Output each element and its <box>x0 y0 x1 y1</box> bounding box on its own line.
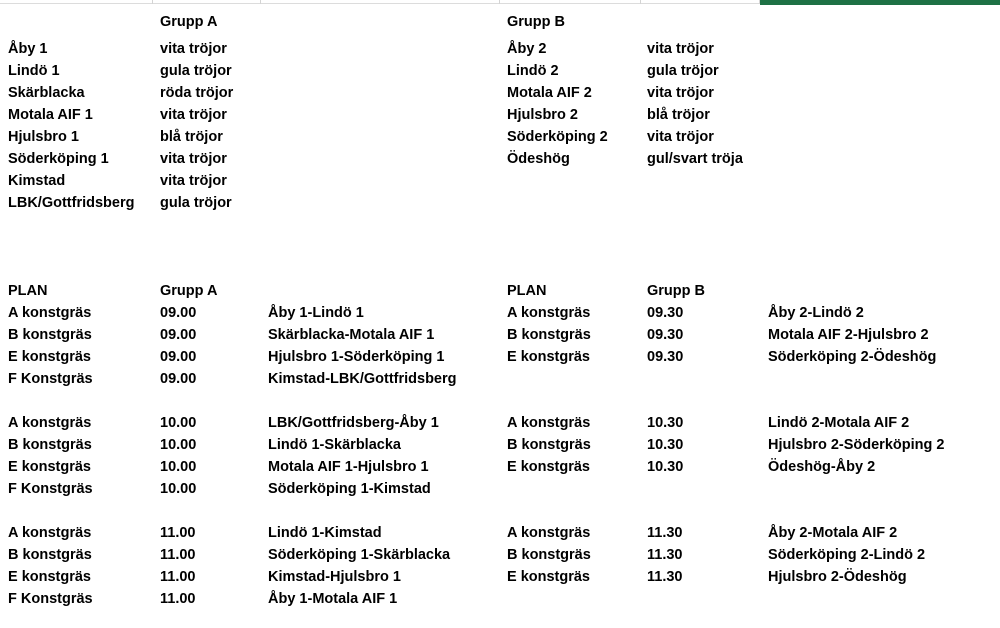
group-a-team-cell[interactable]: Motala AIF 1 <box>8 107 93 123</box>
group-b-team-cell[interactable]: Ödeshög <box>507 151 570 167</box>
plan-a-match-cell[interactable]: Lindö 1-Kimstad <box>268 525 382 541</box>
plan-a-field-cell[interactable]: B konstgräs <box>8 437 92 453</box>
group-a-team-cell[interactable]: Söderköping 1 <box>8 151 109 167</box>
plan-a-field-cell[interactable]: A konstgräs <box>8 525 92 541</box>
plan-a-heading-cell[interactable]: Grupp A <box>160 283 218 299</box>
plan-b-match-cell[interactable]: Ödeshög-Åby 2 <box>768 459 876 475</box>
plan-b-time-cell[interactable]: 09.30 <box>647 305 684 321</box>
plan-a-field-cell[interactable]: E konstgräs <box>8 459 91 475</box>
group-a-team-cell[interactable]: Hjulsbro 1 <box>8 129 79 145</box>
plan-a-field-cell[interactable]: B konstgräs <box>8 327 92 343</box>
group-a-team-cell[interactable]: LBK/Gottfridsberg <box>8 195 135 211</box>
plan-b-field-cell[interactable]: E konstgräs <box>507 349 590 365</box>
selected-column-indicator <box>760 0 1000 5</box>
plan-a-match-cell[interactable]: Söderköping 1-Kimstad <box>268 481 431 497</box>
group-a-team-cell[interactable]: Kimstad <box>8 173 66 189</box>
plan-b-match-cell[interactable]: Söderköping 2-Lindö 2 <box>768 547 926 563</box>
column-divider <box>640 0 641 4</box>
plan-a-match-cell[interactable]: Åby 1-Motala AIF 1 <box>268 591 398 607</box>
group-b-team-cell[interactable]: Motala AIF 2 <box>507 85 592 101</box>
plan-a-time-cell[interactable]: 11.00 <box>160 569 196 585</box>
plan-a-match-cell[interactable]: Kimstad-Hjulsbro 1 <box>268 569 401 585</box>
group-b-team-cell[interactable]: Hjulsbro 2 <box>507 107 578 123</box>
plan-b-field-cell[interactable]: A konstgräs <box>507 305 591 321</box>
group-a-heading-cell[interactable]: Grupp A <box>160 13 218 30</box>
group-b-heading-cell[interactable]: Grupp B <box>507 13 565 30</box>
plan-b-field-cell[interactable]: A konstgräs <box>507 415 591 431</box>
plan-b-time-cell[interactable]: 09.30 <box>647 349 684 365</box>
plan-a-time-cell[interactable]: 09.00 <box>160 349 197 365</box>
group-b-kit-cell[interactable]: gul/svart tröja <box>647 151 743 167</box>
plan-b-match-cell[interactable]: Hjulsbro 2-Söderköping 2 <box>768 437 945 453</box>
group-b-kit-cell[interactable]: gula tröjor <box>647 63 719 79</box>
plan-b-label-cell[interactable]: PLAN <box>507 283 547 299</box>
plan-b-field-cell[interactable]: A konstgräs <box>507 525 591 541</box>
plan-a-time-cell[interactable]: 09.00 <box>160 305 197 321</box>
plan-b-heading-cell[interactable]: Grupp B <box>647 283 705 299</box>
plan-a-field-cell[interactable]: B konstgräs <box>8 547 92 563</box>
plan-a-field-cell[interactable]: A konstgräs <box>8 415 92 431</box>
plan-a-time-cell[interactable]: 11.00 <box>160 547 196 563</box>
group-b-kit-cell[interactable]: vita tröjor <box>647 85 714 101</box>
plan-b-time-cell[interactable]: 11.30 <box>647 547 683 563</box>
plan-a-match-cell[interactable]: Hjulsbro 1-Söderköping 1 <box>268 349 445 365</box>
group-a-kit-cell[interactable]: vita tröjor <box>160 107 227 123</box>
plan-a-time-cell[interactable]: 09.00 <box>160 371 197 387</box>
plan-b-field-cell[interactable]: B konstgräs <box>507 547 591 563</box>
plan-a-field-cell[interactable]: F Konstgräs <box>8 591 93 607</box>
plan-a-field-cell[interactable]: A konstgräs <box>8 305 92 321</box>
plan-b-field-cell[interactable]: B konstgräs <box>507 437 591 453</box>
plan-a-time-cell[interactable]: 10.00 <box>160 437 197 453</box>
group-a-kit-cell[interactable]: vita tröjor <box>160 41 227 57</box>
plan-a-match-cell[interactable]: LBK/Gottfridsberg-Åby 1 <box>268 415 439 431</box>
group-b-kit-cell[interactable]: vita tröjor <box>647 129 714 145</box>
plan-a-time-cell[interactable]: 10.00 <box>160 481 197 497</box>
plan-b-time-cell[interactable]: 10.30 <box>647 415 684 431</box>
plan-a-field-cell[interactable]: F Konstgräs <box>8 481 93 497</box>
plan-b-time-cell[interactable]: 11.30 <box>647 525 683 541</box>
group-a-team-cell[interactable]: Lindö 1 <box>8 63 60 79</box>
column-divider <box>499 0 500 4</box>
plan-b-match-cell[interactable]: Söderköping 2-Ödeshög <box>768 349 937 365</box>
plan-a-match-cell[interactable]: Åby 1-Lindö 1 <box>268 305 364 321</box>
header-border <box>0 3 760 4</box>
plan-a-match-cell[interactable]: Lindö 1-Skärblacka <box>268 437 401 453</box>
plan-b-field-cell[interactable]: E konstgräs <box>507 569 590 585</box>
group-a-kit-cell[interactable]: vita tröjor <box>160 151 227 167</box>
group-a-team-cell[interactable]: Åby 1 <box>8 41 48 57</box>
plan-b-match-cell[interactable]: Hjulsbro 2-Ödeshög <box>768 569 907 585</box>
plan-a-time-cell[interactable]: 11.00 <box>160 525 196 541</box>
plan-b-match-cell[interactable]: Åby 2-Motala AIF 2 <box>768 525 898 541</box>
column-divider <box>152 0 153 4</box>
group-a-team-cell[interactable]: Skärblacka <box>8 85 85 101</box>
plan-b-match-cell[interactable]: Motala AIF 2-Hjulsbro 2 <box>768 327 929 343</box>
plan-b-field-cell[interactable]: B konstgräs <box>507 327 591 343</box>
group-a-kit-cell[interactable]: röda tröjor <box>160 85 234 101</box>
plan-a-field-cell[interactable]: E konstgräs <box>8 569 91 585</box>
group-b-kit-cell[interactable]: blå tröjor <box>647 107 710 123</box>
plan-b-time-cell[interactable]: 10.30 <box>647 459 684 475</box>
plan-a-match-cell[interactable]: Skärblacka-Motala AIF 1 <box>268 327 435 343</box>
plan-b-time-cell[interactable]: 10.30 <box>647 437 684 453</box>
plan-a-match-cell[interactable]: Motala AIF 1-Hjulsbro 1 <box>268 459 429 475</box>
plan-a-time-cell[interactable]: 11.00 <box>160 591 196 607</box>
plan-b-field-cell[interactable]: E konstgräs <box>507 459 590 475</box>
group-a-kit-cell[interactable]: vita tröjor <box>160 173 227 189</box>
group-b-team-cell[interactable]: Åby 2 <box>507 41 547 57</box>
plan-a-time-cell[interactable]: 10.00 <box>160 415 197 431</box>
plan-a-match-cell[interactable]: Söderköping 1-Skärblacka <box>268 547 451 563</box>
plan-a-field-cell[interactable]: F Konstgräs <box>8 371 93 387</box>
group-a-kit-cell[interactable]: gula tröjor <box>160 63 232 79</box>
group-a-kit-cell[interactable]: gula tröjor <box>160 195 232 211</box>
plan-a-field-cell[interactable]: E konstgräs <box>8 349 91 365</box>
group-b-kit-cell[interactable]: vita tröjor <box>647 41 714 57</box>
plan-b-time-cell[interactable]: 11.30 <box>647 569 683 585</box>
column-divider <box>260 0 261 4</box>
plan-b-time-cell[interactable]: 09.30 <box>647 327 684 343</box>
plan-a-match-cell[interactable]: Kimstad-LBK/Gottfridsberg <box>268 371 457 387</box>
plan-a-time-cell[interactable]: 09.00 <box>160 327 197 343</box>
plan-b-match-cell[interactable]: Lindö 2-Motala AIF 2 <box>768 415 910 431</box>
group-b-team-cell[interactable]: Lindö 2 <box>507 63 559 79</box>
plan-a-time-cell[interactable]: 10.00 <box>160 459 197 475</box>
group-b-team-cell[interactable]: Söderköping 2 <box>507 129 608 145</box>
plan-b-match-cell[interactable]: Åby 2-Lindö 2 <box>768 305 864 321</box>
group-a-kit-cell[interactable]: blå tröjor <box>160 129 223 145</box>
plan-a-label-cell[interactable]: PLAN <box>8 283 48 299</box>
